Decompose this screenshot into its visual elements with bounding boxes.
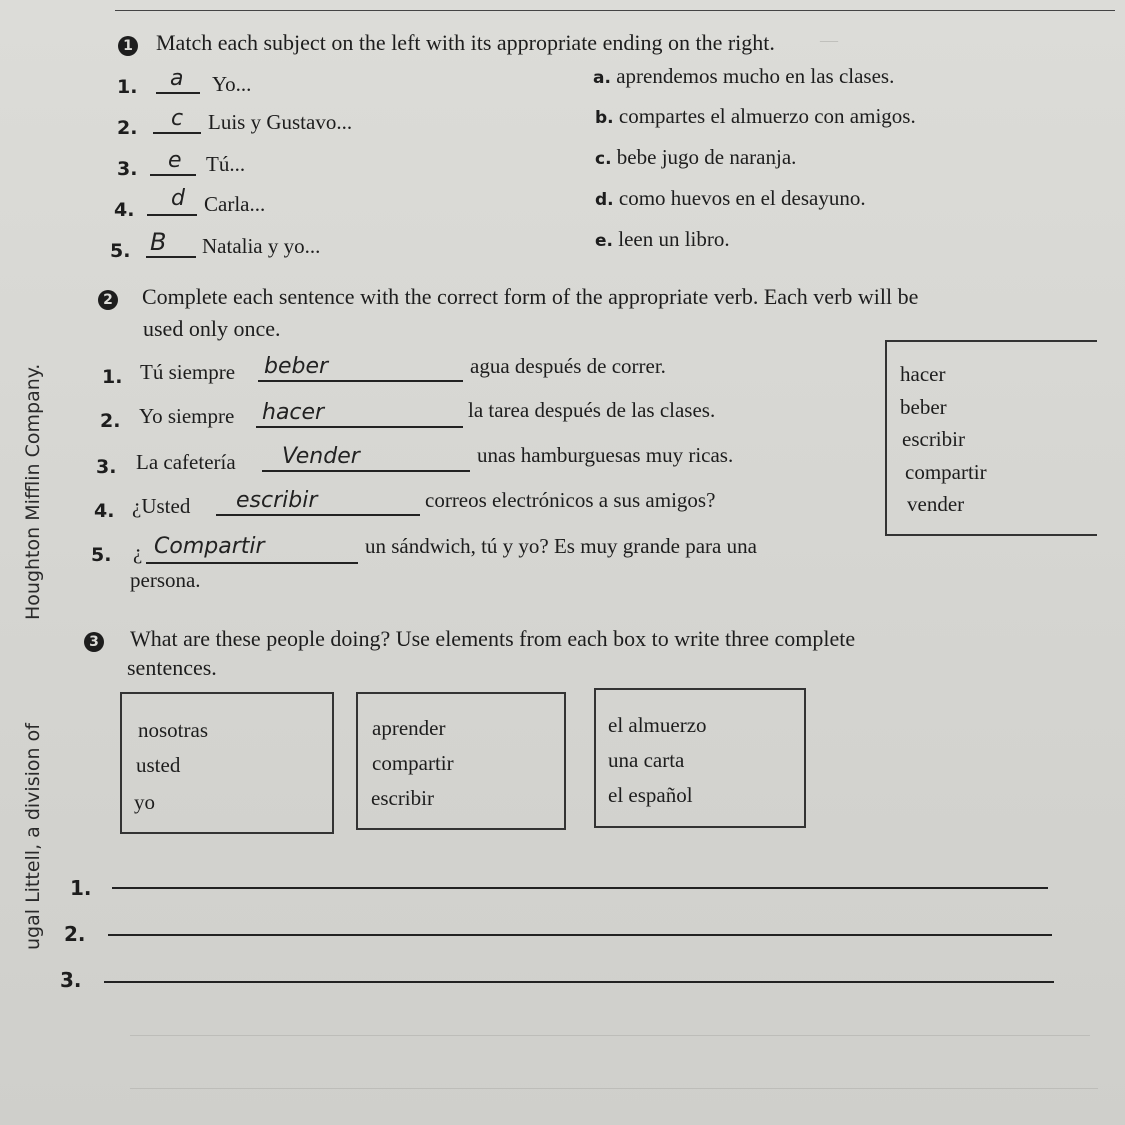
section3-instruction: What are these people doing? Use elements from each box to write three complete — [130, 626, 856, 651]
copyright-side-text: Houghton Mifflin Company. — [22, 363, 44, 620]
s3-answer-line[interactable] — [112, 887, 1048, 889]
s2-item-number: 4. — [94, 500, 115, 522]
s3-answer-line[interactable] — [108, 934, 1052, 936]
s2-answer-blank[interactable]: beber — [258, 358, 463, 382]
s2-item-number: 5. — [91, 544, 112, 566]
s1-ending: e. leen un libro. — [595, 227, 730, 251]
s1-ending: a. aprendemos mucho en las clases. — [593, 64, 895, 88]
s1-ending: b. compartes el almuerzo con amigos. — [595, 104, 916, 128]
s1-item-number: 1. — [117, 76, 138, 98]
s2-after: correos electrónicos a sus amigos? — [425, 488, 716, 512]
s1-subject: Luis y Gustavo... — [208, 110, 353, 134]
s3-line-number: 2. — [64, 922, 86, 946]
bleed-line — [130, 1035, 1090, 1036]
s2-before: Tú siempre — [140, 360, 236, 384]
subject-option: yo — [134, 790, 155, 814]
s1-item-number: 3. — [117, 158, 138, 180]
s2-after: un sándwich, tú y yo? Es muy grande para una — [365, 534, 757, 558]
s2-item-number: 1. — [102, 366, 123, 388]
s1-subject: Tú... — [206, 152, 246, 176]
s1-ending: d. como huevos en el desayuno. — [595, 186, 866, 210]
verb-option: escribir — [371, 786, 434, 810]
s3-answer-line[interactable] — [104, 981, 1054, 983]
section1-instruction: Match each subject on the left with its appropriate ending on the right. — [156, 30, 775, 55]
section3-instruction-line2: sentences. — [127, 655, 217, 680]
section2-number: 2 — [98, 290, 118, 310]
s1-answer-blank[interactable]: a — [156, 70, 200, 94]
verb-box-item: compartir — [905, 460, 987, 484]
s2-before: Yo siempre — [139, 404, 235, 428]
s2-answer-blank[interactable]: Vender — [262, 448, 470, 472]
section1-header — [118, 30, 775, 56]
s1-item-number: 5. — [110, 240, 131, 262]
s2-answer-blank[interactable]: hacer — [256, 404, 463, 428]
s1-answer-blank[interactable]: B — [146, 234, 196, 258]
verb-option: aprender — [372, 716, 446, 740]
s2-after-continued: persona. — [130, 568, 201, 592]
object-option: una carta — [608, 748, 685, 772]
section2-header — [98, 284, 918, 310]
verb-box-item: vender — [907, 492, 965, 516]
verb-option: compartir — [372, 751, 454, 775]
section1-number: 1 — [118, 36, 138, 56]
s2-before: ¿Usted — [132, 494, 191, 518]
s1-answer-blank[interactable]: c — [153, 110, 201, 134]
s1-answer-blank[interactable]: d — [147, 192, 197, 216]
verb-box-item: escribir — [902, 427, 965, 451]
s1-subject: Yo... — [212, 72, 252, 96]
top-rule — [115, 10, 1115, 11]
object-option: el español — [608, 783, 693, 807]
object-option: el almuerzo — [608, 713, 707, 737]
s3-line-number: 1. — [70, 876, 92, 900]
s1-subject: Carla... — [204, 192, 266, 216]
s2-after: unas hamburguesas muy ricas. — [477, 443, 734, 467]
s1-ending: c. bebe jugo de naranja. — [595, 145, 797, 169]
section2-instruction: Complete each sentence with the correct form of the appropriate verb. Each verb will be — [142, 284, 919, 309]
subject-option: usted — [136, 753, 181, 777]
s2-item-number: 3. — [96, 456, 117, 478]
bleed-through: — — [820, 30, 838, 50]
verb-box-item: beber — [900, 395, 947, 419]
copyright-side-text-partial: ugal Littell, a division of — [22, 723, 44, 950]
s2-after: la tarea después de las clases. — [468, 398, 716, 422]
verb-box-item: hacer — [900, 362, 946, 386]
s1-answer-blank[interactable]: e — [150, 152, 196, 176]
s1-item-number: 4. — [114, 199, 135, 221]
s2-answer-blank[interactable]: Compartir — [146, 540, 358, 564]
s1-subject: Natalia y yo... — [202, 234, 321, 258]
s2-item-number: 2. — [100, 410, 121, 432]
section3-number: 3 — [84, 632, 104, 652]
subject-option: nosotras — [138, 718, 208, 742]
s3-line-number: 3. — [60, 968, 82, 992]
s2-before: ¿ — [133, 540, 143, 564]
s2-before: La cafetería — [136, 450, 236, 474]
section2-instruction-line2: used only once. — [143, 316, 281, 341]
s2-answer-blank[interactable]: escribir — [216, 492, 420, 516]
s1-item-number: 2. — [117, 117, 138, 139]
section3-header — [84, 626, 855, 652]
bleed-line — [130, 1088, 1098, 1089]
s2-after: agua después de correr. — [470, 354, 666, 378]
